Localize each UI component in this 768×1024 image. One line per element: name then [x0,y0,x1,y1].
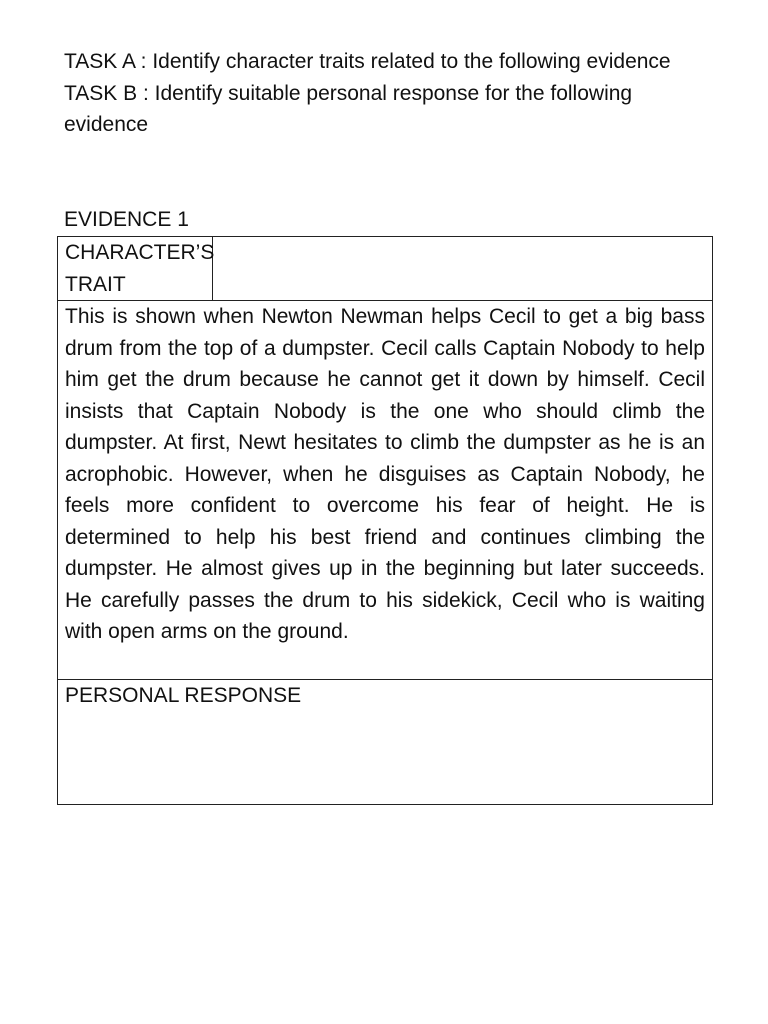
task-b-instruction: TASK B : Identify suitable personal response for the following evidence [64,81,633,136]
task-a-instruction: TASK A : Identify character traits related to the following evidence [64,50,671,73]
evidence-text: This is shown when Newton Newman helps Cecil to get a big bass drum from the top of a dumpster. Cecil calls Captain Nobody to help him get the drum because he cannot get it down by himself. Cecil insists that Captain Nobody is the one who should climb the dumpster. At first, Newt hesitates to climb the dumpster as he is an acrophobic. However, when he disguises as Captain Nobody, he feels more confident to overcome his fear of height. He is determined to help his best friend and continues climbing the dumpster. He almost gives up in the beginning but later succeeds. He carefully passes the drum to his sidekick, Cecil who is waiting with open arms on the ground. [58,301,713,680]
evidence-heading: EVIDENCE 1 [64,208,189,231]
personal-response-field[interactable] [58,680,713,805]
response-row [58,680,713,805]
task-instructions [64,46,714,141]
character-trait-answer-field[interactable] [213,237,713,301]
evidence-row [58,301,713,680]
evidence-table [57,236,713,805]
personal-response-label: PERSONAL RESPONSE [65,684,302,707]
character-trait-label: CHARACTER’S TRAIT [58,237,213,301]
trait-row [58,237,713,301]
